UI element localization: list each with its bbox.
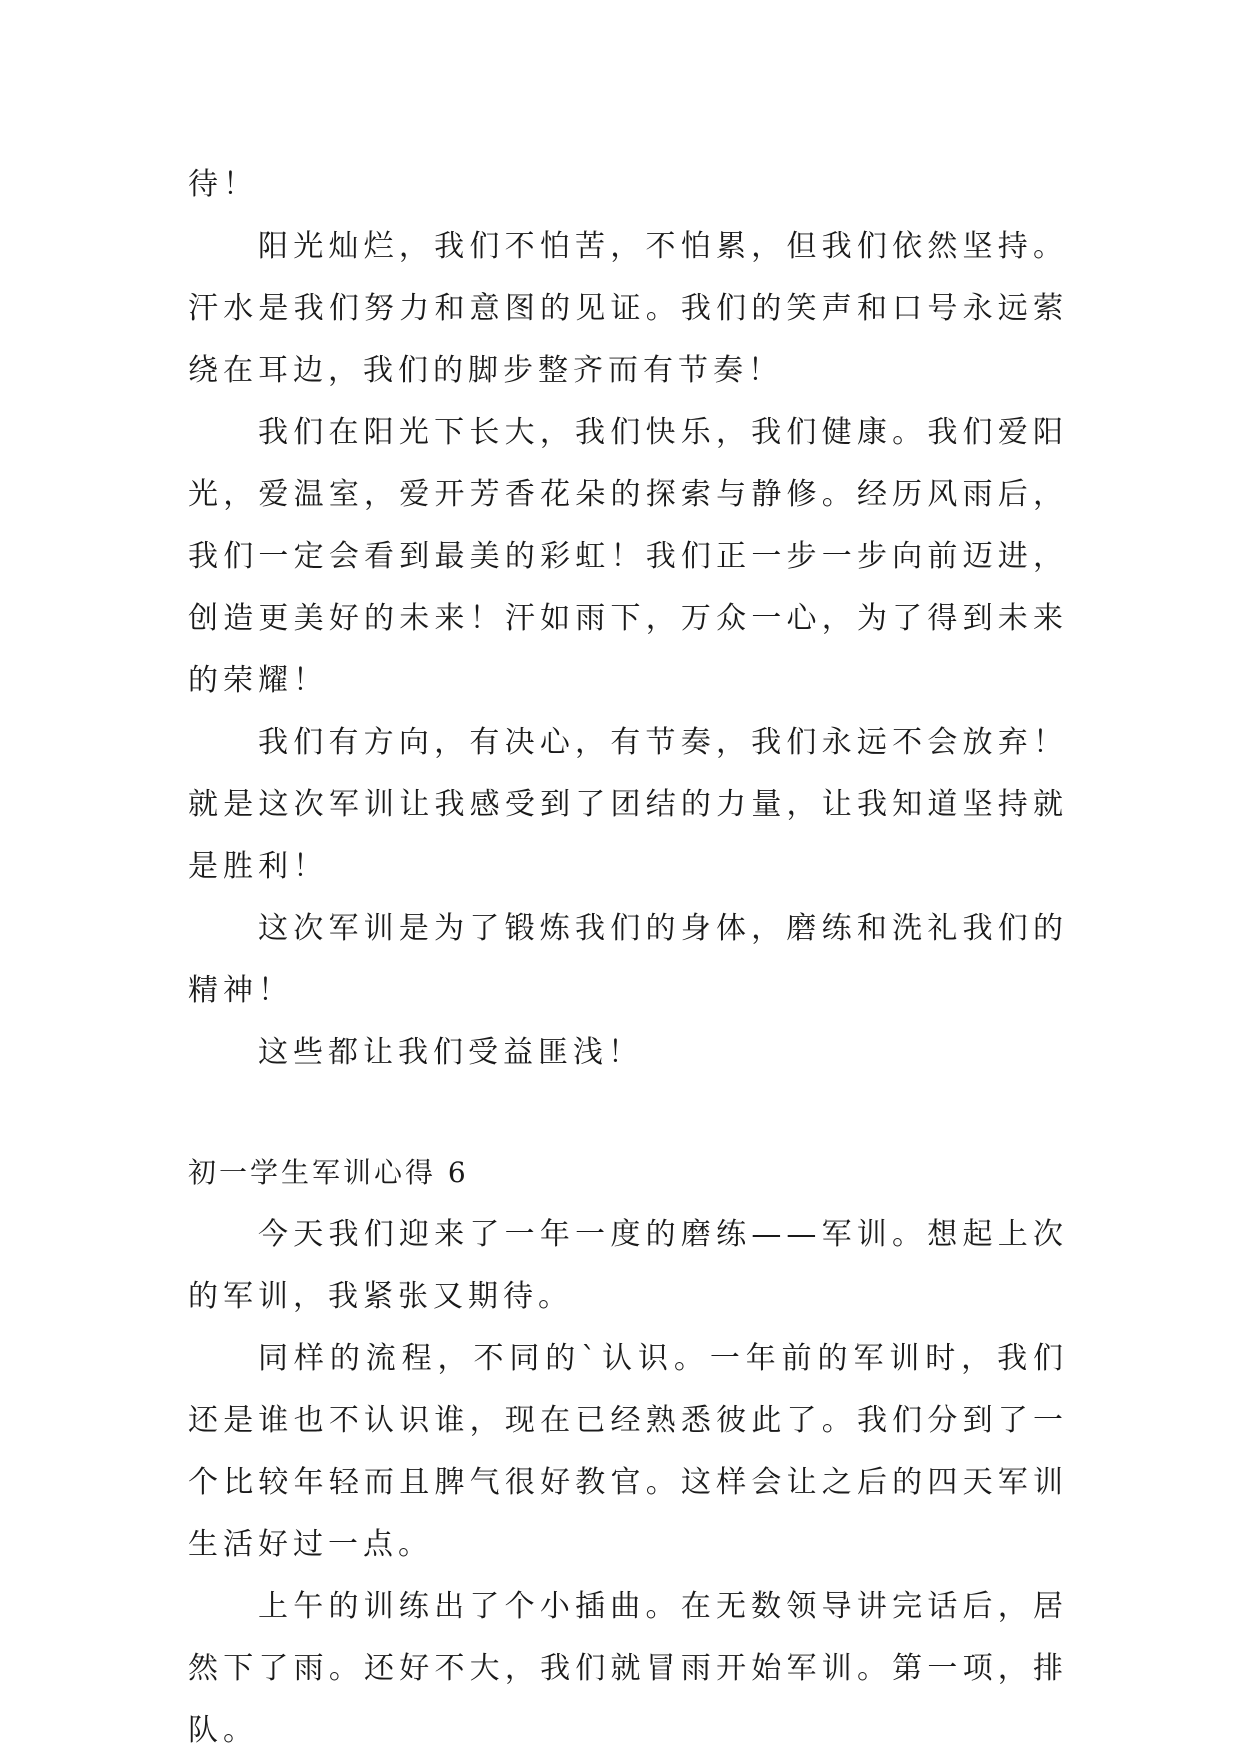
paragraph: 阳光灿烂，我们不怕苦，不怕累，但我们依然坚持。汗水是我们努力和意图的见证。我们的笑声和口号永远萦绕在耳边，我们的脚步整齐而有节奏！ [188,229,1068,388]
paragraph: 今天我们迎来了一年一度的磨练——军训。想起上次的军训，我紧张又期待。 [188,1217,1068,1314]
paragraph: 我们在阳光下长大，我们快乐，我们健康。我们爱阳光，爱温室，爱开芳香花朵的探索与静修。经历风雨后，我们一定会看到最美的彩虹！我们正一步一步向前迈进，创造更美好的未来！汗如雨下，万众一心，为了得到未来的荣耀！ [188,415,1068,698]
paragraph: 上午的训练出了个小插曲。在无数领导讲完话后，居然下了雨。还好不大，我们就冒雨开始军训。第一项，排队。 [188,1589,1068,1748]
paragraph: 这次军训是为了锻炼我们的身体，磨练和洗礼我们的精神！ [188,911,1068,1008]
paragraph: 我们有方向，有决心，有节奏，我们永远不会放弃！就是这次军训让我感受到了团结的力量，让我知道坚持就是胜利！ [188,725,1068,884]
document-body [188,154,1068,1762]
section-spacer [188,1084,1068,1142]
paragraph: 同样的流程，不同的`认识。一年前的军训时，我们还是谁也不认识谁，现在已经熟悉彼此了。我们分到了一个比较年轻而且脾气很好教官。这样会让之后的四天军训生活好过一点。 [188,1341,1068,1562]
paragraph: 待！ [188,167,258,202]
section-title: 初一学生军训心得 6 [188,1156,469,1189]
paragraph: 这些都让我们受益匪浅！ [258,1035,643,1070]
